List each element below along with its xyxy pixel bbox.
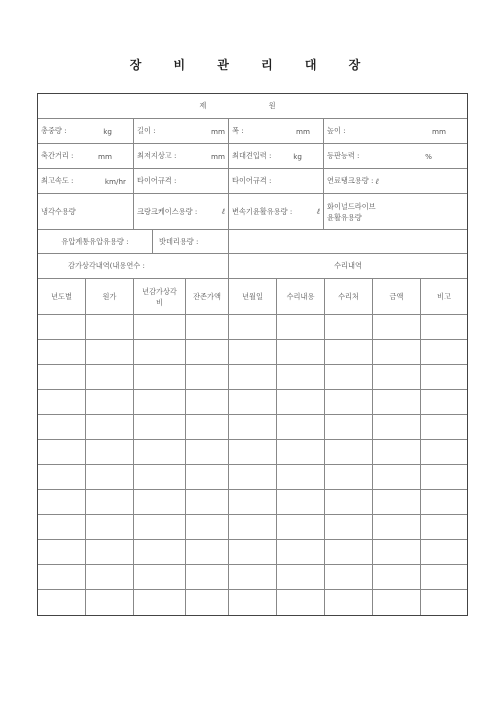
table-cell[interactable] xyxy=(134,415,186,439)
table-cell[interactable] xyxy=(421,490,467,514)
table-cell[interactable] xyxy=(325,315,373,339)
table-cell[interactable] xyxy=(86,340,134,364)
spec-cell[interactable] xyxy=(134,119,229,143)
table-cell[interactable] xyxy=(186,415,229,439)
table-cell[interactable] xyxy=(373,540,421,564)
battery-label: 밧데리용량 : xyxy=(159,236,199,246)
table-cell[interactable] xyxy=(325,515,373,539)
spec-unit: mm xyxy=(431,126,446,136)
table-row xyxy=(38,390,467,415)
spec-row xyxy=(38,169,467,194)
table-cell[interactable] xyxy=(186,590,229,615)
spec-row xyxy=(38,144,467,169)
table-cell[interactable] xyxy=(373,490,421,514)
final-drive-cell[interactable] xyxy=(324,194,467,229)
table-cell[interactable] xyxy=(86,315,134,339)
table-cell[interactable] xyxy=(421,440,467,464)
table-cell[interactable] xyxy=(373,340,421,364)
table-cell[interactable] xyxy=(86,540,134,564)
table-cell[interactable] xyxy=(325,565,373,589)
spec-unit: kg xyxy=(293,151,302,161)
spec-unit: mm xyxy=(295,126,310,136)
table-cell[interactable] xyxy=(325,415,373,439)
table-cell[interactable] xyxy=(186,490,229,514)
table-cell[interactable] xyxy=(229,590,277,615)
spec-label: 폭 : xyxy=(232,126,244,135)
table-cell[interactable] xyxy=(134,590,186,615)
table-cell[interactable] xyxy=(421,340,467,364)
table-cell[interactable] xyxy=(421,590,467,615)
table-cell[interactable] xyxy=(277,315,325,339)
table-cell[interactable] xyxy=(134,340,186,364)
table-cell[interactable] xyxy=(277,590,325,615)
column-header xyxy=(38,279,86,314)
table-cell[interactable] xyxy=(134,515,186,539)
table-cell[interactable] xyxy=(373,465,421,489)
table-cell[interactable] xyxy=(421,540,467,564)
table-cell[interactable] xyxy=(186,365,229,389)
column-header-label: 년월일 xyxy=(242,292,263,301)
table-cell[interactable] xyxy=(325,490,373,514)
hydraulic-cell[interactable] xyxy=(38,230,153,253)
table-cell[interactable] xyxy=(421,365,467,389)
page-title: 장 비 관 리 대 장 xyxy=(129,58,375,72)
table-cell[interactable] xyxy=(134,440,186,464)
table-cell[interactable] xyxy=(86,565,134,589)
table-cell[interactable] xyxy=(421,515,467,539)
table-cell[interactable] xyxy=(38,315,86,339)
table-cell[interactable] xyxy=(373,315,421,339)
table-cell[interactable] xyxy=(38,490,86,514)
transmission-unit: ℓ xyxy=(316,207,320,216)
table-cell[interactable] xyxy=(38,565,86,589)
section-header-row xyxy=(38,254,467,279)
column-header-row xyxy=(38,279,467,315)
column-header xyxy=(186,279,229,314)
table-cell[interactable] xyxy=(325,440,373,464)
table-cell[interactable] xyxy=(229,390,277,414)
spec-unit: mm xyxy=(210,126,225,136)
table-cell[interactable] xyxy=(86,490,134,514)
table-cell[interactable] xyxy=(277,490,325,514)
crankcase-unit: ℓ xyxy=(221,207,225,216)
table-cell[interactable] xyxy=(134,465,186,489)
table-cell[interactable] xyxy=(421,415,467,439)
spec-label: 최저지상고 : xyxy=(137,151,177,160)
final-drive-label-line1: 화이널드라이브 xyxy=(327,201,376,211)
capacity-row xyxy=(38,194,467,230)
table-cell[interactable] xyxy=(325,590,373,615)
column-header-label: 수리내용 xyxy=(286,292,315,301)
spec-header-label: 제 원 xyxy=(199,101,306,110)
spec-unit: kg xyxy=(103,126,112,136)
table-cell[interactable] xyxy=(421,315,467,339)
table-row xyxy=(38,415,467,440)
table-cell[interactable] xyxy=(373,390,421,414)
table-cell[interactable] xyxy=(373,415,421,439)
table-cell[interactable] xyxy=(325,465,373,489)
column-header-label: 수리처 xyxy=(338,292,359,301)
table-cell[interactable] xyxy=(373,590,421,615)
spec-label: 최고속도 : xyxy=(41,176,74,185)
table-cell[interactable] xyxy=(421,390,467,414)
table-cell[interactable] xyxy=(373,515,421,539)
table-cell[interactable] xyxy=(277,565,325,589)
table-cell[interactable] xyxy=(421,565,467,589)
table-cell[interactable] xyxy=(229,540,277,564)
table-cell[interactable] xyxy=(38,365,86,389)
table-cell[interactable] xyxy=(325,390,373,414)
table-cell[interactable] xyxy=(134,365,186,389)
equipment-ledger-table xyxy=(37,93,468,616)
table-cell[interactable] xyxy=(134,315,186,339)
spec-unit: mm xyxy=(97,151,112,161)
table-cell[interactable] xyxy=(229,440,277,464)
depreciation-header xyxy=(38,254,229,278)
table-cell[interactable] xyxy=(134,490,186,514)
table-cell[interactable] xyxy=(38,415,86,439)
table-row xyxy=(38,515,467,540)
spec-cell[interactable] xyxy=(229,144,324,168)
spec-cell[interactable] xyxy=(229,119,324,143)
column-header xyxy=(421,279,467,314)
table-cell[interactable] xyxy=(186,390,229,414)
table-cell[interactable] xyxy=(38,515,86,539)
column-header-label: 비고 xyxy=(437,292,451,301)
spec-unit: % xyxy=(425,151,432,161)
table-cell[interactable] xyxy=(186,565,229,589)
table-cell[interactable] xyxy=(186,340,229,364)
column-header xyxy=(373,279,421,314)
hydraulic-blank-cell[interactable] xyxy=(229,230,467,253)
table-cell[interactable] xyxy=(229,490,277,514)
table-row xyxy=(38,540,467,565)
table-cell[interactable] xyxy=(229,365,277,389)
table-cell[interactable] xyxy=(86,515,134,539)
column-header-label: 원가 xyxy=(102,292,117,301)
table-cell[interactable] xyxy=(38,440,86,464)
spec-cell[interactable] xyxy=(324,119,467,143)
spec-cell[interactable] xyxy=(38,144,134,168)
table-cell[interactable] xyxy=(86,440,134,464)
column-header-label: 잔존가액 xyxy=(193,292,221,301)
column-header xyxy=(229,279,277,314)
column-header-label: 년감가상각 xyxy=(142,286,177,296)
table-cell[interactable] xyxy=(86,415,134,439)
spec-cell[interactable] xyxy=(229,169,324,193)
hydraulic-row xyxy=(38,230,467,254)
crankcase-label: 크랑크케이스용량 : xyxy=(137,206,198,216)
spec-label: 최대견입력 : xyxy=(232,151,272,160)
spec-label: 타이어규격 : xyxy=(232,176,272,185)
column-header-label: 년도별 xyxy=(51,292,72,301)
spec-unit: km/hr xyxy=(104,176,126,186)
table-cell[interactable] xyxy=(229,415,277,439)
table-cell[interactable] xyxy=(277,515,325,539)
spec-label: 총중량 : xyxy=(41,126,67,135)
table-cell[interactable] xyxy=(373,365,421,389)
ledger-body xyxy=(38,315,467,615)
table-cell[interactable] xyxy=(325,340,373,364)
table-row xyxy=(38,490,467,515)
spec-header-row xyxy=(38,94,467,119)
table-cell[interactable] xyxy=(229,565,277,589)
spec-label: 연료탱크용량 : xyxy=(327,176,374,185)
spec-cell[interactable] xyxy=(324,144,467,168)
hydraulic-label: 유압계통유압유용량 : xyxy=(61,236,129,246)
spec-header xyxy=(38,94,467,118)
table-cell[interactable] xyxy=(373,565,421,589)
table-cell[interactable] xyxy=(373,440,421,464)
table-cell[interactable] xyxy=(186,440,229,464)
table-cell[interactable] xyxy=(134,390,186,414)
table-row xyxy=(38,590,467,615)
table-cell[interactable] xyxy=(38,390,86,414)
spec-cell[interactable] xyxy=(324,169,467,193)
spec-unit: mm xyxy=(210,151,225,161)
repair-header xyxy=(229,254,467,278)
table-cell[interactable] xyxy=(186,515,229,539)
column-header xyxy=(134,279,186,314)
table-cell[interactable] xyxy=(421,465,467,489)
spec-cell[interactable] xyxy=(134,169,229,193)
spec-cell[interactable] xyxy=(38,169,134,193)
battery-cell[interactable] xyxy=(153,230,229,253)
table-cell[interactable] xyxy=(86,590,134,615)
table-cell[interactable] xyxy=(186,315,229,339)
table-row xyxy=(38,365,467,390)
column-header-label: 비 xyxy=(156,297,163,307)
coolant-label: 냉각수용량 xyxy=(41,206,76,216)
transmission-cell[interactable] xyxy=(229,194,324,229)
table-cell[interactable] xyxy=(38,540,86,564)
table-cell[interactable] xyxy=(277,365,325,389)
column-header-label: 금액 xyxy=(389,292,404,301)
repair-header-label: 수리내역 xyxy=(334,261,362,270)
spec-cell[interactable] xyxy=(38,119,134,143)
table-cell[interactable] xyxy=(229,515,277,539)
crankcase-cell[interactable] xyxy=(134,194,229,229)
table-row xyxy=(38,465,467,490)
table-row xyxy=(38,315,467,340)
final-drive-label-line2: 윤활유용량 xyxy=(327,212,362,222)
depreciation-header-label: 감가상각내역(내용연수 : xyxy=(68,261,145,270)
table-cell[interactable] xyxy=(86,365,134,389)
table-cell[interactable] xyxy=(38,590,86,615)
table-cell[interactable] xyxy=(277,415,325,439)
table-cell[interactable] xyxy=(325,365,373,389)
table-cell[interactable] xyxy=(38,465,86,489)
spec-unit: ℓ xyxy=(375,176,379,186)
table-cell[interactable] xyxy=(277,540,325,564)
coolant-cell[interactable] xyxy=(38,194,134,229)
table-cell[interactable] xyxy=(86,465,134,489)
spec-row xyxy=(38,119,467,144)
spec-label: 타이어규격 : xyxy=(137,176,177,185)
spec-label: 높이 : xyxy=(327,126,346,135)
table-cell[interactable] xyxy=(325,540,373,564)
column-header xyxy=(325,279,373,314)
table-cell[interactable] xyxy=(229,315,277,339)
spec-label: 등판능력 : xyxy=(327,151,360,160)
table-cell[interactable] xyxy=(86,390,134,414)
table-cell[interactable] xyxy=(186,465,229,489)
table-cell[interactable] xyxy=(277,440,325,464)
spec-label: 길이 : xyxy=(137,126,156,135)
transmission-label: 변속기윤활유용량 : xyxy=(232,206,293,216)
table-cell[interactable] xyxy=(229,340,277,364)
table-cell[interactable] xyxy=(277,465,325,489)
table-cell[interactable] xyxy=(186,540,229,564)
table-cell[interactable] xyxy=(134,540,186,564)
table-cell[interactable] xyxy=(38,340,86,364)
table-cell[interactable] xyxy=(277,390,325,414)
spec-cell[interactable] xyxy=(134,144,229,168)
table-cell[interactable] xyxy=(229,465,277,489)
table-row xyxy=(38,440,467,465)
column-header xyxy=(86,279,134,314)
table-cell[interactable] xyxy=(134,565,186,589)
column-header xyxy=(277,279,325,314)
table-row xyxy=(38,340,467,365)
spec-label: 축간거리 : xyxy=(41,151,74,160)
table-row xyxy=(38,565,467,590)
table-cell[interactable] xyxy=(277,340,325,364)
